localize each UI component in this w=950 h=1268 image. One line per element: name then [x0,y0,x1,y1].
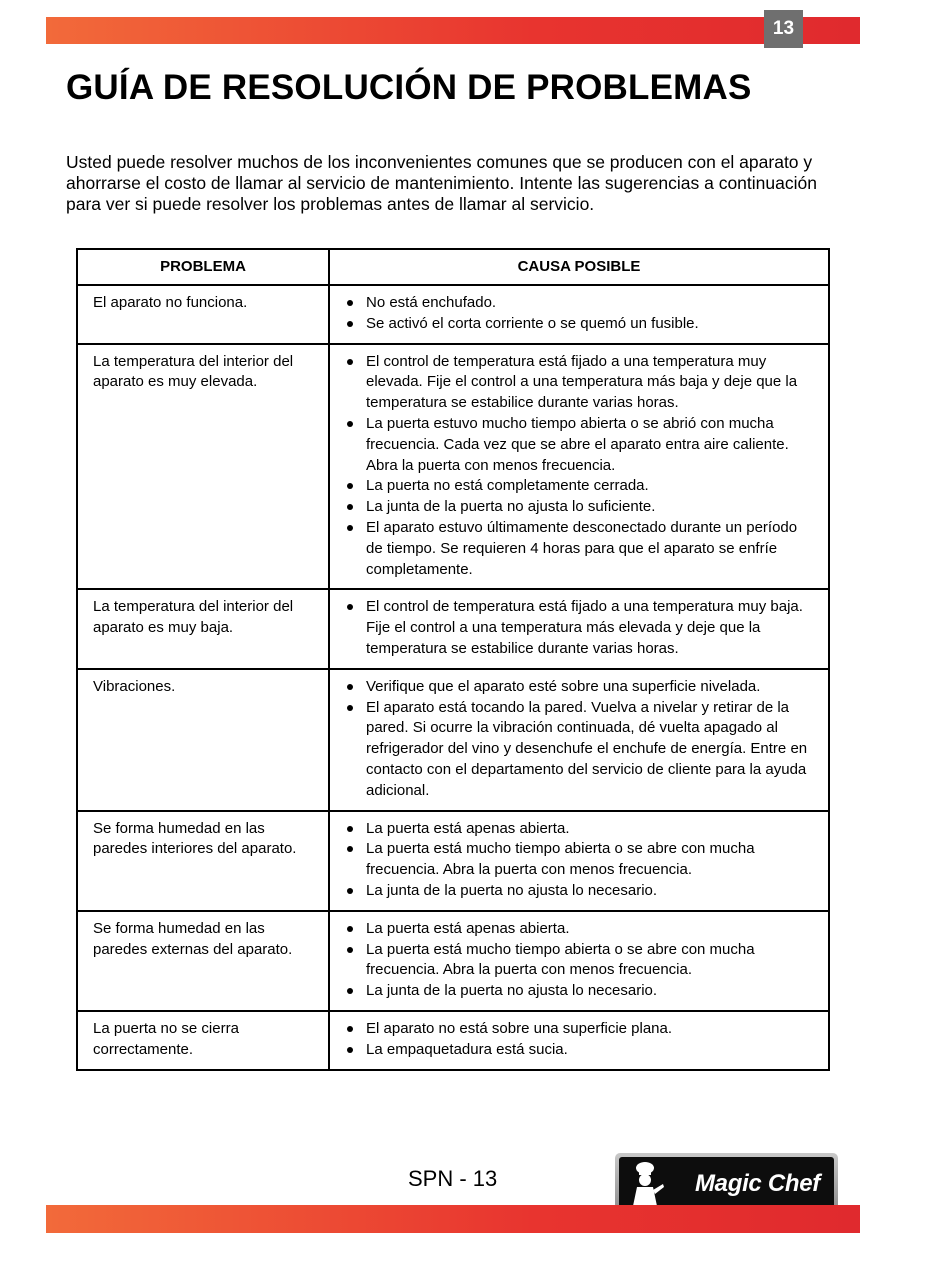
cause-item: La junta de la puerta no ajusta lo necesario. [344,881,816,902]
cause-list [344,819,816,902]
problem-cell: Vibraciones. [77,669,329,811]
cause-item: El control de temperatura está fijado a una temperatura muy elevada. Fije el control a una temperatura más baja y deje que la temperatura se estabilice durante varias horas. [344,352,816,414]
cause-item: La empaquetadura está sucia. [344,1040,816,1061]
problem-cell: La puerta no se cierra correctamente. [77,1011,329,1070]
cause-cell [329,911,829,1011]
column-header-cause: CAUSA POSIBLE [329,249,829,285]
cause-item: El aparato no está sobre una superficie plana. [344,1019,816,1040]
cause-list [344,677,816,802]
header-bar [46,17,860,44]
chef-icon [627,1160,667,1208]
cause-list [344,293,816,335]
logo-plate [619,1157,834,1211]
cause-cell [329,589,829,668]
cause-cell [329,344,829,590]
footer-bar [46,1205,860,1233]
cause-list [344,1019,816,1061]
problem-cell: Se forma humedad en las paredes interiores del aparato. [77,811,329,911]
table-row [77,589,829,668]
cause-item: La puerta está mucho tiempo abierta o se abre con mucha frecuencia. Abra la puerta con menos frecuencia. [344,940,816,982]
table-row [77,1011,829,1070]
table-row [77,344,829,590]
cause-item: La puerta está apenas abierta. [344,819,816,840]
intro-paragraph: Usted puede resolver muchos de los inconvenientes comunes que se producen con el aparato y ahorrarse el costo de llamar al servicio de mantenimiento. Intente las sugerencias a continuación para ver si puede resolver los problemas antes de llamar al servicio. [66,152,817,214]
cause-item: La puerta no está completamente cerrada. [344,476,816,497]
cause-cell [329,669,829,811]
cause-item: Verifique que el aparato esté sobre una superficie nivelada. [344,677,816,698]
cause-cell [329,811,829,911]
logo-wordmark: Magic Chef [694,1170,820,1197]
cause-cell [329,285,829,344]
problem-cell: El aparato no funciona. [77,285,329,344]
table-row [77,911,829,1011]
cause-list [344,919,816,1002]
cause-item: El aparato está tocando la pared. Vuelva a nivelar y retirar de la pared. Si ocurre la vibración continuada, dé vuelta apagado al refrigerador del vino y desenchufe el enchufe de energía. Entre en contacto con el departamento del servicio de cliente para la ayuda adicional. [344,698,816,802]
table-row [77,669,829,811]
troubleshooting-table [76,248,830,1071]
cause-item: La puerta está mucho tiempo abierta o se abre con mucha frecuencia. Abra la puerta con menos frecuencia. [344,839,816,881]
page-title: GUÍA DE RESOLUCIÓN DE PROBLEMAS [66,68,752,107]
cause-item: La puerta está apenas abierta. [344,919,816,940]
cause-list [344,352,816,581]
problem-cell: Se forma humedad en las paredes externas del aparato. [77,911,329,1011]
footer-page-label: SPN - 13 [408,1166,498,1191]
cause-item: Se activó el corta corriente o se quemó un fusible. [344,314,816,335]
column-header-problem: PROBLEMA [77,249,329,285]
problem-cell: La temperatura del interior del aparato es muy baja. [77,589,329,668]
table-header-row [77,249,829,285]
cause-item: No está enchufado. [344,293,816,314]
problem-cell: La temperatura del interior del aparato es muy elevada. [77,344,329,590]
cause-item: La junta de la puerta no ajusta lo suficiente. [344,497,816,518]
cause-cell [329,1011,829,1070]
cause-item: La junta de la puerta no ajusta lo necesario. [344,981,816,1002]
cause-item: El aparato estuvo últimamente desconectado durante un período de tiempo. Se requieren 4 horas para que el aparato se enfríe completamente. [344,518,816,580]
table-body [77,285,829,1070]
cause-item: El control de temperatura está fijado a una temperatura muy baja. Fije el control a una temperatura más elevada y deje que la temperatura se estabilice durante varias horas. [344,597,816,659]
table-row [77,285,829,344]
table-row [77,811,829,911]
cause-list [344,597,816,659]
cause-item: La puerta estuvo mucho tiempo abierta o se abrió con mucha frecuencia. Cada vez que se abre el aparato entra aire caliente. Abra la puerta con menos frecuencia. [344,414,816,476]
page-number-badge: 13 [764,10,803,48]
